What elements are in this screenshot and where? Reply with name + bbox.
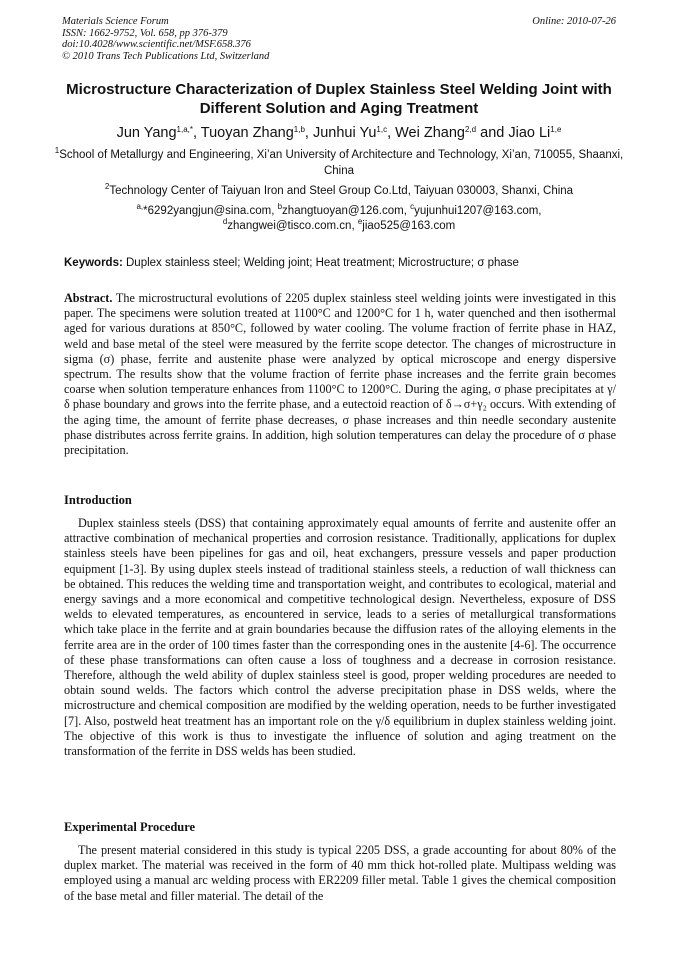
online-date: Online: 2010-07-26 [532, 16, 616, 27]
section-heading-experimental: Experimental Procedure [64, 820, 196, 834]
author: Junhui Yu$^{1,c}$ [312, 125, 388, 141]
affiliation-1: $^1$School of Metallurgy and Engineering, Xi’an University of Architecture and Technology, Xi’an, 710055, Shaanxi, China [54, 146, 624, 177]
experimental-paragraph: The present material considered in this study is typical 2205 DSS, a grade accounting for about 80% of the duplex market. The material was received in the form of 40 mm thick hot-rolled plate. Multipass welding was employed using a manual arc welding process with ER2209 filler metal. Table 1 gives the chemical composition of the base metal and filler material. The detail of the [64, 843, 616, 903]
author: Jun Yang$^{1,a,*}$ [116, 125, 193, 141]
email-link[interactable]: zhangtuoyan@126.com, [282, 205, 411, 217]
abstract-label: Abstract. [64, 291, 113, 305]
introduction-paragraph: Duplex stainless steels (DSS) that containing approximately equal amounts of ferrite and austenite offer an attractive combination of mechanical properties and corrosion resistance. Traditionally, applications for duplex stainless steels have been pipelines for gas and oil, heat exchangers, pressure vessels and paper production equipment [1-3]. By using duplex steels instead of traditional stainless steels, a reduction of wall thickness can be obtained. This reduces the welding time and transportation weight, and contributes to ecological, material and energy savings and a more economical and competitive technological design. Nevertheless, exposure of DSS welds to elevated temperatures, as encountered in service, leads to a series of metallurgical transformations which take place in the ferrite and at grain boundaries because the diffusion rates of the alloying elements in the ferrite area are in the order of 100 times faster than the corresponding ones in the austenite [4-6]. The occurrence of these phase transformations can often cause a loss of toughness and a decrease in corrosion resistance. Therefore, although the weld ability of duplex stainless steel is good, proper welding procedures are needed to obtain sound welds. The factors which control the adverse precipitation phase in DSS welds, where the microstructure and chemical composition are modified by the welding operation, needs to be further investigated [7]. Also, postweld heat treatment has an important role on the γ/δ equilibrium in duplex stainless welding joint. The objective of this work is thus to investigate the influence of solution and aging treatment on the transformation of the ferrite in DSS welds has been studied. [64, 516, 616, 759]
email-link[interactable]: yujunhui1207@163.com, [414, 205, 542, 217]
author: Jiao Li$^{1,e}$ [508, 125, 562, 141]
abstract-text: The microstructural evolutions of 2205 duplex stainless steel welding joints were investigated in this paper. The specimens were solution treated at 1100°C and 1200°C for 1 h, water quenched and then isothermal aged for various durations at 850°C, followed by water cooling. The volume fraction of ferrite phase in HAZ, weld and base metal of the steel were measured by the ferrite scope detector. The changes of microstructure in sigma (σ) phase, ferrite and austenite phase were analyzed by optical microscope and energy dispersive spectrum. The results show that the volume fraction of ferrite phase increases and the ferrite grain becomes coarse when solution temperature enhances from 1100°C to 1200°C. During the aging, σ phase precipitates at γ/δ phase boundary and grows into the ferrite phase, and a eutectoid reaction of δ→σ+γ₂ occurs. With extending of the aging time, the amount of ferrite phase decreases, σ phase increases and thin needle secondary austenite phase distributes across ferrite grains. In addition, high solution temperatures can delay the procedure of σ phase precipitation. [64, 291, 616, 458]
section-heading-introduction: Introduction [64, 493, 132, 507]
abstract [64, 291, 616, 458]
keywords [64, 256, 616, 271]
email-link[interactable]: zhangwei@tisco.com.cn, [227, 220, 358, 232]
author: Tuoyan Zhang$^{1,b}$ [200, 125, 305, 141]
journal-issn: ISSN: 1662-9752, Vol. 658, pp 376-379 [62, 27, 228, 39]
author-emails: $^{a,}$*6292yangjun@sina.com, $^b$zhangtuoyan@126.com, $^c$yujunhui1207@163.com, $^d$zhangwei@tisco.com.cn, $^e$jiao525@163.com [136, 202, 542, 232]
paper-title: Microstructure Characterization of Duplex Stainless Steel Welding Joint with Different Solution and Aging Treatment [66, 81, 612, 117]
email-link[interactable]: jiao525@163.com [362, 220, 456, 232]
journal-copyright: © 2010 Trans Tech Publications Ltd, Switzerland [62, 50, 270, 62]
author: Wei Zhang$^{2,d}$ [395, 125, 477, 141]
journal-header [62, 16, 269, 62]
keywords-text: Duplex stainless steel; Welding joint; Heat treatment; Microstructure; σ phase [122, 257, 519, 269]
journal-name: Materials Science Forum [62, 16, 169, 27]
keywords-label: Keywords: [64, 257, 123, 269]
affiliation-2: $^2$Technology Center of Taiyuan Iron and Steel Group Co.Ltd, Taiyuan 030003, Shanxi, China [104, 182, 574, 197]
author-list: Jun Yang$^{1,a,*}$, Tuoyan Zhang$^{1,b}$, Junhui Yu$^{1,c}$, Wei Zhang$^{2,d}$ and Jiao Li$^{1,e}$ [116, 125, 562, 141]
email-link[interactable]: *6292yangjun@sina.com, [143, 205, 278, 217]
journal-doi: doi:10.4028/www.scientific.net/MSF.658.376 [62, 39, 251, 50]
